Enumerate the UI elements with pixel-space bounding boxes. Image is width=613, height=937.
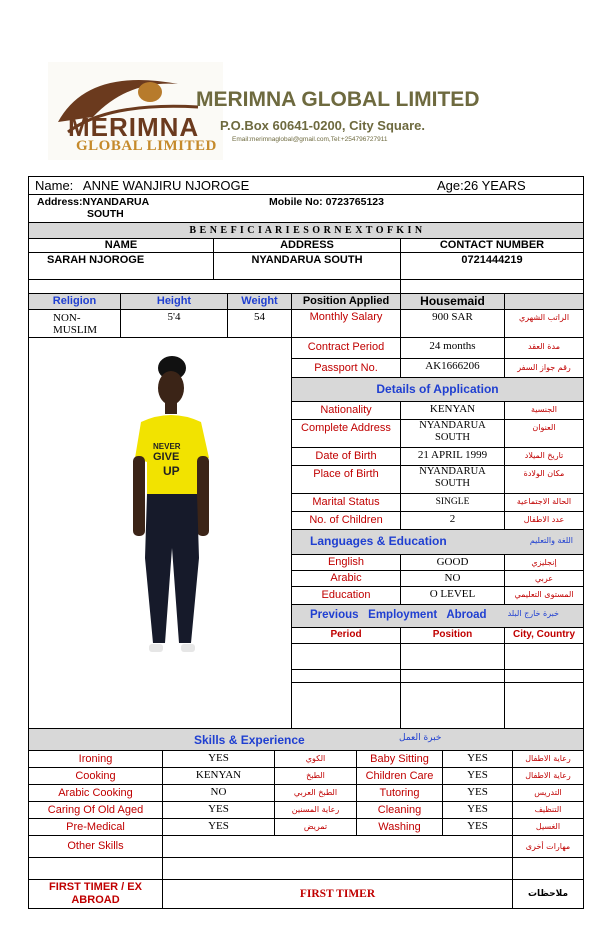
skill-label: Children Care [357, 768, 443, 784]
company-pobox: P.O.Box 60641-0200, City Square. [220, 118, 425, 133]
skills-table [28, 751, 584, 836]
dob-label: Date of Birth [292, 448, 401, 465]
skill-label: Cleaning [357, 802, 443, 818]
skill-row [28, 768, 584, 785]
dob-value: 21 APRIL 1999 [401, 448, 505, 465]
contract-label: Contract Period [292, 338, 401, 358]
applicant-mobile: 0723765123 [325, 196, 384, 208]
photo-details-block [28, 338, 584, 729]
name-label: Name: [35, 178, 74, 193]
skill-label: Caring Of Old Aged [29, 802, 163, 818]
applicant-photo [29, 338, 292, 728]
kin-header-name: NAME [29, 239, 214, 252]
skill-label: Pre-Medical [29, 819, 163, 835]
application-form [28, 176, 584, 909]
marital-label: Marital Status [292, 494, 401, 511]
bio-header-row [28, 294, 584, 310]
passport-label: Passport No. [292, 359, 401, 377]
height-value: 5'4 [121, 310, 228, 337]
religion-value: NON- MUSLIM [29, 310, 121, 337]
nationality-label: Nationality [292, 402, 401, 419]
arabic-value: NO [401, 571, 505, 586]
applicant-name: ANNE WANJIRU NJOROGE [82, 178, 250, 193]
weight-header: Weight [228, 294, 292, 309]
employment-header-position: Position [401, 628, 505, 643]
employment-header-city: City, Country [512, 629, 576, 640]
applicant-photo-image [29, 338, 291, 728]
skill-arabic: الطبخ العربي [275, 785, 357, 801]
skill-arabic: رعاية الاطفال [525, 771, 571, 780]
kin-title-row [28, 223, 584, 239]
kin-header-contact: CONTACT NUMBER [439, 239, 545, 251]
passport-arabic: رقم جواز السفر [517, 363, 571, 372]
employment-header-period: Period [292, 628, 401, 643]
name-row [28, 176, 584, 195]
shirt-text-3: UP [163, 464, 180, 478]
arabic-label: Arabic [292, 571, 401, 586]
skill-value: YES [443, 751, 513, 767]
salary-label: Monthly Salary [292, 310, 401, 337]
skill-arabic: رعاية المسنين [275, 802, 357, 818]
nationality-value: KENYAN [401, 402, 505, 419]
skill-value: NO [163, 785, 275, 801]
kin-contact: 0721444219 [461, 254, 523, 266]
remarks-arabic: ملاحظات [527, 889, 569, 899]
children-arabic: عدد الاطفال [523, 515, 565, 524]
marital-arabic: الحالة الاجتماعية [516, 497, 572, 506]
logo-word: MERIMNA [68, 112, 200, 142]
skill-label: Arabic Cooking [29, 785, 163, 801]
skill-label: Baby Sitting [357, 751, 443, 767]
skill-value: YES [443, 768, 513, 784]
skill-label: Washing [357, 819, 443, 835]
bio-value-row [28, 310, 584, 338]
skill-arabic: التنظيف [534, 805, 562, 814]
skill-arabic: تمريض [275, 819, 357, 835]
dob-arabic: تاريخ الميلاد [524, 451, 564, 460]
education-value: O LEVEL [401, 587, 505, 604]
skill-label: Tutoring [357, 785, 443, 801]
address-label: Address: [37, 196, 83, 208]
skill-arabic: رعاية الاطفال [525, 754, 571, 763]
company-contact: Email:merimnaglobal@gmail.com,Tel:+254796727911 [232, 136, 388, 143]
first-timer-value: FIRST TIMER [163, 880, 513, 908]
skill-value: YES [443, 802, 513, 818]
kin-address: NYANDARUA SOUTH [214, 253, 401, 279]
skill-value: YES [443, 785, 513, 801]
contract-arabic: مدة العقد [528, 342, 560, 351]
position-label: Position Applied [292, 294, 401, 309]
letterhead [48, 62, 538, 162]
religion-header: Religion [29, 294, 121, 309]
shirt-text-2: GIVE [153, 451, 180, 463]
address-row [28, 195, 584, 223]
weight-value: 54 [228, 310, 292, 337]
applicant-age: 26 YEARS [463, 178, 526, 193]
pob-label: Place of Birth [292, 466, 401, 493]
pob-value: NYANDARUA SOUTH [401, 466, 505, 493]
arabic-arabic: عربي [534, 574, 554, 583]
applicant-address-line1: NYANDARUA [82, 196, 150, 208]
mobile-label: Mobile No: [269, 196, 323, 208]
contract-value: 24 months [401, 338, 505, 358]
height-header: Height [121, 294, 228, 309]
children-label: No. of Children [292, 512, 401, 529]
kin-title: B E N E F I C I A R I E S O R N E X T O F K I N [189, 225, 423, 236]
shirt-text-1: NEVER [153, 442, 181, 451]
blank-row [28, 858, 584, 880]
skill-row [28, 751, 584, 768]
skill-arabic: الغسيل [535, 822, 561, 831]
education-arabic: المستوى التعليمي [514, 590, 574, 599]
pob-arabic: مكان الولادة [523, 469, 565, 478]
complete-address-value: NYANDARUA SOUTH [401, 420, 505, 447]
passport-value: AK1666206 [401, 359, 505, 377]
other-skills-label: Other Skills [29, 836, 163, 857]
english-arabic: إنجليزي [531, 558, 557, 567]
skill-row [28, 819, 584, 836]
skills-title: Skills & Experience [194, 733, 305, 747]
skill-value: YES [443, 819, 513, 835]
applicant-address-line2: SOUTH [87, 208, 124, 220]
employment-row [292, 670, 583, 683]
kin-header-address: ADDRESS [214, 239, 401, 252]
other-skills-row [28, 836, 584, 858]
address-arabic: العنوان [532, 423, 556, 432]
kin-header-row [28, 239, 584, 253]
skill-value: YES [163, 819, 275, 835]
salary-value: 900 SAR [401, 310, 505, 337]
skill-label: Ironing [29, 751, 163, 767]
employment-title: Previous Employment Abroad خبرة خارج البلد [292, 605, 583, 628]
salary-arabic: الراتب الشهري [518, 313, 570, 322]
english-label: English [292, 555, 401, 570]
skill-row [28, 802, 584, 819]
complete-address-label: Complete Address [292, 420, 401, 447]
education-label: Education [292, 587, 401, 604]
first-timer-label: FIRST TIMER / EX ABROAD [29, 880, 163, 908]
skill-value: YES [163, 802, 275, 818]
details-column [292, 338, 583, 728]
skill-label: Cooking [29, 768, 163, 784]
marital-value: SINGLE [401, 494, 505, 511]
english-value: GOOD [401, 555, 505, 570]
skill-value: YES [163, 751, 275, 767]
nationality-arabic: الجنسية [530, 405, 558, 414]
skills-title-row [28, 729, 584, 751]
logo-sub: GLOBAL LIMITED [76, 138, 217, 154]
age-label: Age: [437, 178, 464, 193]
company-name: MERIMNA GLOBAL LIMITED [196, 88, 480, 111]
spacer-row [28, 280, 584, 294]
skill-arabic: التدريس [534, 788, 562, 797]
other-skills-arabic: مهارات أخرى [525, 842, 571, 851]
languages-title: Languages & Education اللغة والتعليم [292, 530, 583, 555]
skills-title-arabic: خبرة العمل [399, 733, 442, 743]
kin-name: SARAH NJOROGE [29, 253, 214, 279]
position-value: Housemaid [401, 294, 505, 309]
skill-value: KENYAN [163, 768, 275, 784]
first-timer-row [28, 880, 584, 909]
details-title: Details of Application [292, 378, 583, 402]
kin-value-row [28, 253, 584, 280]
skill-arabic: الطبخ [275, 768, 357, 784]
children-value: 2 [401, 512, 505, 529]
skill-row [28, 785, 584, 802]
employment-row [292, 644, 583, 670]
skill-arabic: الكوي [275, 751, 357, 767]
